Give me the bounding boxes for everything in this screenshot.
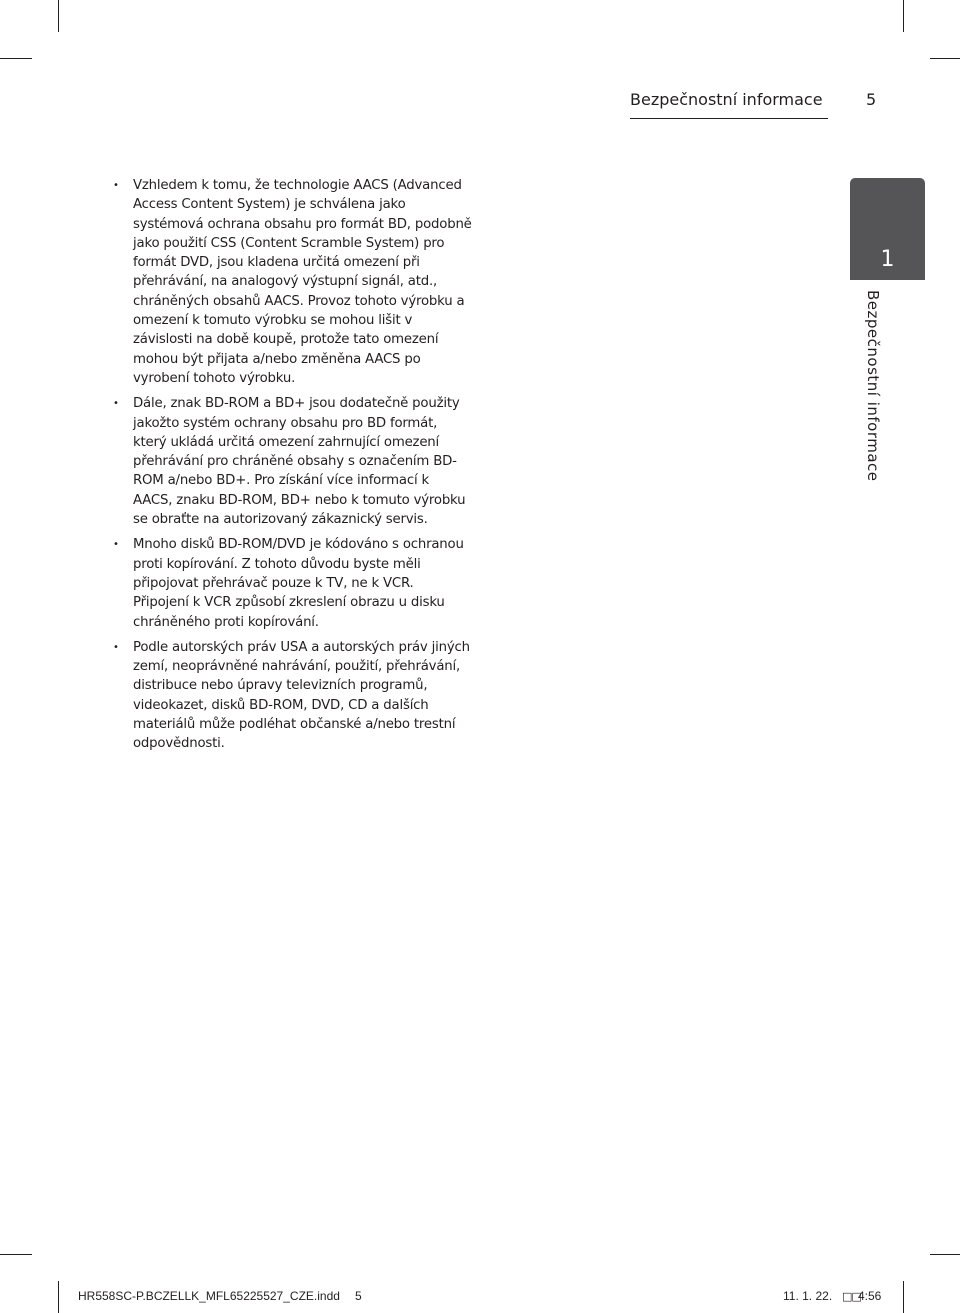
footer-glyphs: □□	[842, 1290, 861, 1303]
crop-mark	[903, 0, 904, 32]
list-item	[112, 176, 472, 388]
list-item-text: Podle autorských práv USA a autorských práv jiných zemí, neoprávněné nahrávání, použití, přehrávání, distribuce nebo úpravy televizních programů, videokazet, disků BD-ROM, DVD, CD a dalších materiálů může podléhat občanské a/nebo trestní odpovědnosti.	[133, 639, 470, 752]
footer-time: 4:56	[858, 1289, 882, 1303]
chapter-tab	[850, 178, 925, 280]
crop-mark	[0, 58, 32, 59]
bullet-icon: •	[113, 180, 119, 191]
chapter-label: Bezpečnostní informace	[864, 290, 882, 482]
crop-mark	[930, 58, 960, 59]
list-item-text: Dále, znak BD-ROM a BD+ jsou dodatečně použity jakožto systém ochrany obsahu pro BD formát, který ukládá určitá omezení zahrnující omezení přehrávání pro chráněné obsahy s označením BD-ROM a/nebo BD+. Pro získání více informací k AACS, znaku BD-ROM, BD+ nebo k tomuto výrobku se obraťte na autorizovaný zákaznický servis.	[133, 396, 466, 528]
page-number: 5	[866, 90, 877, 109]
bullet-icon: •	[113, 539, 119, 551]
list-item	[112, 638, 472, 754]
footer-filename: HR558SC-P.BCZELLK_MFL65225527_CZE.indd	[78, 1289, 340, 1303]
bullet-icon: •	[113, 398, 119, 410]
list-item	[112, 535, 472, 631]
crop-mark	[930, 1254, 960, 1255]
page-header	[630, 88, 828, 119]
bullet-list	[112, 176, 472, 754]
crop-mark	[58, 1281, 59, 1313]
header-title: Bezpečnostní informace	[630, 90, 823, 109]
list-item	[112, 394, 472, 529]
main-content	[112, 176, 472, 760]
list-item-text: Mnoho disků BD-ROM/DVD je kódováno s ochranou proti kopírování. Z tohoto důvodu byste měli připojovat přehrávač pouze k TV, ne k VCR. Připojení k VCR způsobí zkreslení obrazu u disku chráněného proti kopírování.	[133, 537, 464, 630]
crop-mark	[58, 0, 59, 32]
list-item-text: Vzhledem k tomu, že technologie AACS (Advanced Access Content System) je schválena jako systémová ochrana obsahu pro formát BD, podobně jako použití CSS (Content Scramble System) pro formát DVD, jsou kladena určitá omezení při přehrávání, na analogový výstupní signál, atd., chráněných obsahů AACS. Provoz tohoto výrobku a omezení k tomuto výrobku se mohou lišit v závislosti na době koupě, protože tato omezení mohou být přijata a/nebo změněna AACS po vyrobení tohoto výrobku.	[133, 178, 472, 386]
crop-mark	[903, 1281, 904, 1313]
chapter-number: 1	[880, 247, 895, 272]
footer-date: 11. 1. 22.	[783, 1289, 833, 1303]
bullet-icon: •	[113, 641, 119, 653]
footer-page: 5	[355, 1289, 362, 1303]
crop-mark	[0, 1254, 32, 1255]
